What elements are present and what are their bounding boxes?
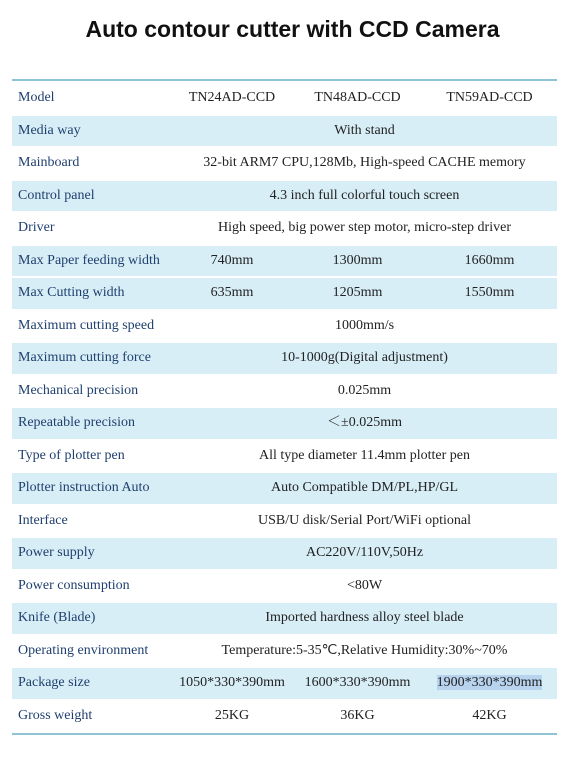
row-label: Interface: [18, 512, 68, 528]
row-label: Media way: [18, 122, 81, 138]
row-maximum-cutting-force: [12, 343, 557, 374]
row-label: Maximum cutting speed: [18, 317, 155, 333]
row-label: Gross weight: [18, 707, 93, 723]
value-col-1: 635mm: [210, 285, 254, 300]
row-label: Package size: [18, 675, 90, 690]
row-repeatable-precision: [12, 408, 557, 439]
row-label: Max Paper feeding width: [18, 252, 160, 268]
row-package-size: [12, 668, 557, 699]
value-col-2: 1300mm: [332, 252, 383, 268]
row-value: <80W: [346, 577, 383, 593]
value-col-2: 36KG: [340, 707, 375, 723]
row-label: Knife (Blade): [18, 610, 96, 625]
row-value: 0.025mm: [337, 382, 392, 398]
row-value: Temperature:5-35℃,Relative Humidity:30%~70%: [221, 642, 508, 658]
row-plotter-instruction: [12, 473, 557, 504]
row-label: Type of plotter pen: [18, 447, 125, 463]
row-value: Imported hardness alloy steel blade: [265, 610, 464, 625]
model-1: TN24AD-CCD: [188, 90, 276, 105]
row-label: Driver: [18, 220, 55, 235]
model-2: TN48AD-CCD: [314, 90, 401, 105]
table-top-rule: [12, 79, 557, 81]
row-value: 1000mm/s: [334, 317, 395, 333]
row-label: Max Cutting width: [18, 285, 125, 300]
row-media-way: [12, 116, 557, 147]
row-label: Power supply: [18, 545, 95, 560]
row-value: 32-bit ARM7 CPU,128Mb, High-speed CACHE memory: [203, 155, 526, 170]
row-value: USB/U disk/Serial Port/WiFi optional: [258, 512, 471, 528]
row-label: Control panel: [18, 187, 95, 203]
row-label: Maximum cutting force: [18, 350, 151, 365]
page-title: Auto contour cutter with CCD Camera: [85, 16, 500, 42]
row-value: ＜±0.025mm: [327, 415, 402, 430]
row-value: High speed, big power step motor, micro-step driver: [218, 220, 511, 235]
row-value: All type diameter 11.4mm plotter pen: [259, 447, 470, 463]
row-model: [12, 83, 557, 114]
row-label: Power consumption: [18, 577, 130, 593]
row-value: 10-1000g(Digital adjustment): [281, 350, 448, 365]
row-value: Auto Compatible DM/PL,HP/GL: [270, 480, 459, 495]
spec-table: [12, 79, 557, 735]
model-3: TN59AD-CCD: [446, 90, 533, 105]
row-gross-weight: [12, 701, 557, 732]
row-value: AC220V/110V,50Hz: [305, 545, 424, 560]
row-max-cutting-width: [12, 278, 557, 309]
row-interface: [12, 506, 557, 537]
row-mechanical-precision: [12, 376, 557, 407]
row-label: Mainboard: [18, 155, 80, 170]
row-mainboard: [12, 148, 557, 179]
value-col-3: 1660mm: [464, 252, 515, 268]
row-label: Repeatable precision: [18, 415, 136, 430]
value-col-2: 1600*330*390mm: [304, 675, 411, 690]
table-bottom-rule: [12, 733, 557, 735]
row-value: With stand: [334, 122, 395, 138]
value-col-3: 42KG: [472, 707, 507, 723]
value-col-1: 25KG: [214, 707, 250, 723]
row-label: Operating environment: [18, 642, 149, 658]
row-label: Mechanical precision: [18, 382, 139, 398]
value-col-3[interactable]: [422, 668, 557, 699]
row-driver: [12, 213, 557, 244]
row-knife-blade: [12, 603, 557, 634]
row-power-consumption: [12, 571, 557, 602]
value-col-1: 740mm: [210, 252, 254, 268]
value-col-3: 1550mm: [464, 285, 515, 300]
row-power-supply: [12, 538, 557, 569]
row-value: 4.3 inch full colorful touch screen: [269, 187, 460, 203]
selected-text[interactable]: 1900*330*390mm: [436, 675, 543, 690]
value-col-2: 1205mm: [332, 285, 383, 300]
value-col-1: 1050*330*390mm: [179, 675, 285, 690]
row-max-paper-feeding-width: [12, 246, 557, 277]
row-control-panel: [12, 181, 557, 212]
row-operating-environment: [12, 636, 557, 667]
row-label: Model: [18, 90, 55, 105]
row-maximum-cutting-speed: [12, 311, 557, 342]
row-type-of-plotter-pen: [12, 441, 557, 472]
row-label: Plotter instruction Auto: [18, 480, 150, 495]
